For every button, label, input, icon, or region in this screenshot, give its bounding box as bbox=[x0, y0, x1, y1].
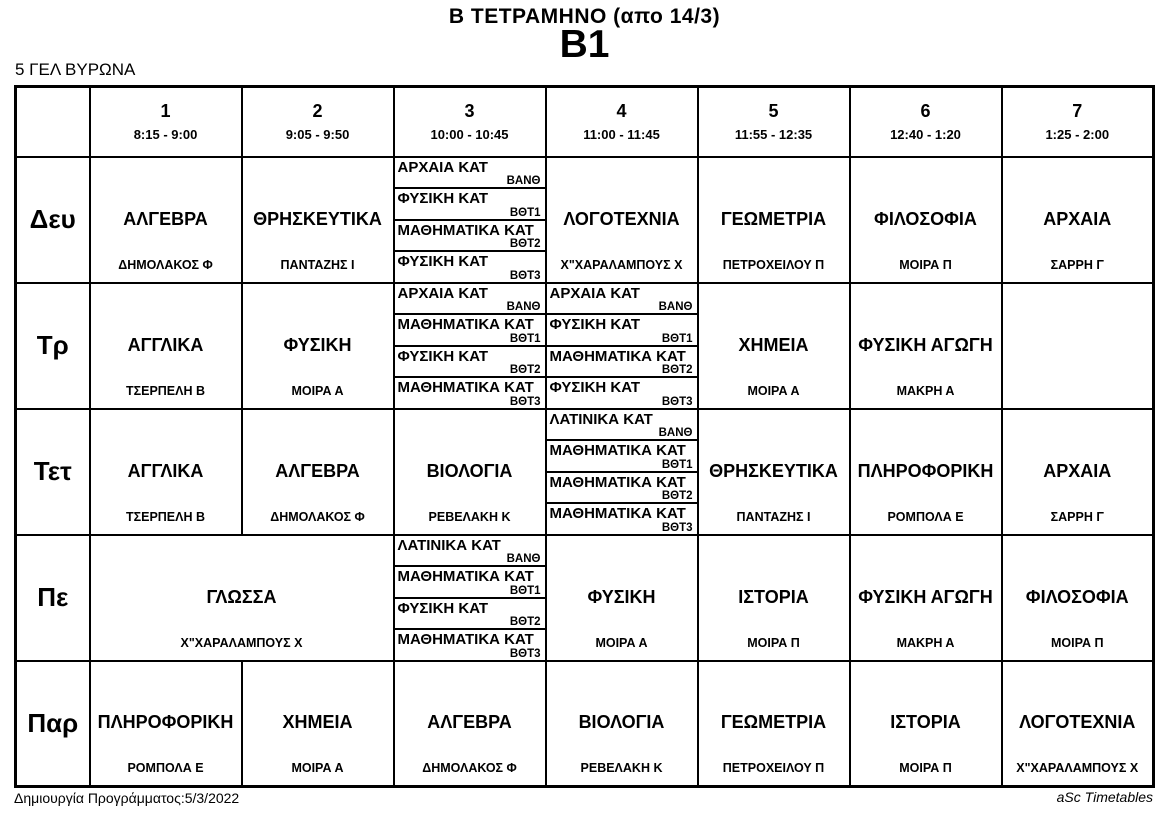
lesson-cell bbox=[546, 157, 698, 283]
period-time: 11:00 - 11:45 bbox=[583, 127, 660, 143]
split-group: ΒΘΤ3 bbox=[509, 395, 541, 408]
period-header bbox=[90, 87, 242, 157]
split-lessons bbox=[547, 410, 697, 534]
split-lesson bbox=[547, 410, 697, 442]
lesson-subject: ΠΛΗΡΟΦΟΡΙΚΗ bbox=[97, 712, 234, 733]
lesson-subject: ΑΛΓΕΒΡΑ bbox=[427, 712, 512, 733]
period-number: 1 bbox=[160, 101, 171, 122]
split-subject: ΜΑΘΗΜΑΤΙΚΑ ΚΑΤ bbox=[549, 473, 686, 491]
page-title: Β ΤΕΤΡΑΜΗΝΟ (απο 14/3) bbox=[448, 5, 721, 28]
lesson-cell bbox=[698, 535, 850, 661]
split-lesson bbox=[547, 378, 697, 408]
lesson-cell bbox=[698, 661, 850, 787]
lesson-cell bbox=[698, 283, 850, 409]
lesson-subject: ΦΥΣΙΚΗ bbox=[283, 334, 352, 355]
school-name: 5 ΓΕΛ ΒΥΡΩΝΑ bbox=[15, 60, 136, 79]
split-group: ΒΑΝΘ bbox=[658, 427, 693, 439]
lesson-teacher: ΠΑΝΤΑΖΗΣ Ι bbox=[280, 257, 355, 272]
lesson-subject: ΛΟΓΟΤΕΧΝΙΑ bbox=[563, 208, 680, 229]
split-subject: ΜΑΘΗΜΑΤΙΚΑ ΚΑΤ bbox=[397, 631, 534, 648]
day-label: Πε bbox=[16, 535, 90, 661]
lesson-subject: ΑΡΧΑΙΑ bbox=[1043, 460, 1112, 481]
lesson-subject: ΦΥΣΙΚΗ ΑΓΩΓΗ bbox=[858, 334, 993, 355]
lesson-teacher: ΠΑΝΤΑΖΗΣ Ι bbox=[736, 509, 811, 524]
split-lesson bbox=[395, 630, 545, 660]
split-subject: ΦΥΣΙΚΗ ΚΑΤ bbox=[397, 253, 488, 270]
split-group: ΒΘΤ2 bbox=[661, 490, 693, 502]
split-lesson bbox=[395, 221, 545, 253]
lesson-teacher: ΜΟΙΡΑ Π bbox=[747, 635, 800, 650]
lesson-teacher: ΣΑΡΡΗ Γ bbox=[1050, 509, 1104, 524]
split-lesson bbox=[547, 284, 697, 316]
split-lesson bbox=[547, 315, 697, 347]
lesson-subject: ΙΣΤΟΡΙΑ bbox=[890, 712, 961, 733]
lesson-subject: ΛΟΓΟΤΕΧΝΙΑ bbox=[1019, 712, 1136, 733]
lesson-cell bbox=[394, 661, 546, 787]
split-subject: ΜΑΘΗΜΑΤΙΚΑ ΚΑΤ bbox=[397, 316, 534, 333]
split-subject: ΦΥΣΙΚΗ ΚΑΤ bbox=[397, 599, 488, 617]
period-number: 5 bbox=[768, 101, 779, 122]
lesson-cell bbox=[90, 283, 242, 409]
lesson-teacher: ΔΗΜΟΛΑΚΟΣ Φ bbox=[270, 509, 365, 524]
lesson-teacher: ΜΑΚΡΗ Α bbox=[896, 635, 955, 650]
split-group: ΒΘΤ1 bbox=[661, 458, 693, 471]
period-header bbox=[394, 87, 546, 157]
lesson-teacher: ΡΟΜΠΟΛΑ Ε bbox=[127, 761, 204, 775]
period-header bbox=[242, 87, 394, 157]
lesson-subject: ΑΓΓΛΙΚΑ bbox=[127, 334, 204, 355]
day-row bbox=[16, 283, 1154, 409]
split-group: ΒΑΝΘ bbox=[506, 553, 541, 565]
split-lesson bbox=[547, 347, 697, 379]
split-group: ΒΑΝΘ bbox=[506, 301, 541, 313]
period-time: 9:05 - 9:50 bbox=[285, 127, 350, 143]
lesson-cell bbox=[698, 409, 850, 535]
lesson-teacher: ΠΕΤΡΟΧΕΙΛΟΥ Π bbox=[722, 761, 825, 775]
period-time: 1:25 - 2:00 bbox=[1045, 127, 1110, 143]
lesson-subject: ΓΕΩΜΕΤΡΙΑ bbox=[720, 712, 827, 733]
split-cell bbox=[546, 409, 698, 535]
day-label: Δευ bbox=[16, 157, 90, 283]
split-group: ΒΘΤ2 bbox=[661, 364, 693, 376]
period-header bbox=[698, 87, 850, 157]
split-lessons bbox=[395, 284, 545, 408]
lesson-cell bbox=[1002, 157, 1154, 283]
empty-cell bbox=[1002, 283, 1154, 409]
lesson-cell bbox=[850, 157, 1002, 283]
split-group: ΒΘΤ1 bbox=[509, 332, 541, 345]
lesson-subject: ΒΙΟΛΟΓΙΑ bbox=[578, 712, 665, 733]
class-title: Β1 bbox=[559, 23, 610, 66]
split-lessons bbox=[395, 536, 545, 660]
split-lesson bbox=[395, 189, 545, 221]
lesson-teacher: ΜΟΙΡΑ Α bbox=[747, 383, 800, 398]
lesson-teacher: ΜΟΙΡΑ Π bbox=[1050, 635, 1104, 650]
period-time: 12:40 - 1:20 bbox=[890, 127, 961, 143]
lesson-teacher: ΜΟΙΡΑ Α bbox=[595, 635, 648, 650]
lesson-cell bbox=[546, 535, 698, 661]
period-number: 6 bbox=[920, 101, 931, 122]
lesson-subject: ΑΛΓΕΒΡΑ bbox=[123, 208, 208, 229]
lesson-cell bbox=[242, 283, 394, 409]
split-subject: ΜΑΘΗΜΑΤΙΚΑ ΚΑΤ bbox=[397, 568, 534, 585]
period-number: 7 bbox=[1072, 101, 1083, 122]
lesson-teacher: ΡΟΜΠΟΛΑ Ε bbox=[887, 509, 964, 524]
lesson-subject: ΑΓΓΛΙΚΑ bbox=[127, 460, 204, 481]
lesson-subject: ΘΡΗΣΚΕΥΤΙΚΑ bbox=[253, 208, 382, 229]
lesson-teacher: ΔΗΜΟΛΑΚΟΣ Φ bbox=[118, 257, 213, 272]
day-row bbox=[16, 409, 1154, 535]
split-lesson bbox=[395, 536, 545, 568]
split-subject: ΑΡΧΑΙΑ ΚΑΤ bbox=[397, 158, 488, 176]
split-subject: ΜΑΘΗΜΑΤΙΚΑ ΚΑΤ bbox=[397, 221, 534, 239]
lesson-cell bbox=[242, 661, 394, 787]
split-group: ΒΘΤ1 bbox=[509, 584, 541, 597]
split-lesson bbox=[395, 158, 545, 190]
split-lesson bbox=[395, 284, 545, 316]
split-group: ΒΘΤ1 bbox=[509, 206, 541, 219]
lesson-teacher: ΡΕΒΕΛΑΚΗ Κ bbox=[580, 761, 663, 775]
split-lesson bbox=[547, 441, 697, 473]
split-subject: ΛΑΤΙΝΙΚΑ ΚΑΤ bbox=[549, 410, 653, 428]
split-lesson bbox=[395, 252, 545, 282]
lesson-cell bbox=[850, 535, 1002, 661]
lesson-cell bbox=[850, 283, 1002, 409]
corner-cell bbox=[16, 87, 90, 157]
period-number: 4 bbox=[616, 101, 627, 122]
split-group: ΒΘΤ1 bbox=[661, 332, 693, 345]
timetable bbox=[14, 85, 1155, 788]
lesson-teacher: Χ"ΧΑΡΑΛΑΜΠΟΥΣ Χ bbox=[1016, 761, 1139, 775]
period-time: 11:55 - 12:35 bbox=[734, 127, 813, 143]
split-lessons bbox=[395, 158, 545, 282]
lesson-teacher: ΜΟΙΡΑ Π bbox=[899, 761, 952, 775]
lesson-teacher: ΜΑΚΡΗ Α bbox=[896, 383, 955, 398]
lesson-subject: ΦΥΣΙΚΗ ΑΓΩΓΗ bbox=[858, 586, 993, 607]
lesson-subject: ΠΛΗΡΟΦΟΡΙΚΗ bbox=[857, 460, 994, 481]
split-lesson bbox=[395, 378, 545, 408]
split-group: ΒΘΤ3 bbox=[509, 269, 541, 282]
lesson-subject: ΦΙΛΟΣΟΦΙΑ bbox=[1025, 586, 1129, 607]
lesson-subject: ΦΙΛΟΣΟΦΙΑ bbox=[874, 208, 977, 229]
day-label: Τρ bbox=[16, 283, 90, 409]
day-row bbox=[16, 661, 1154, 787]
period-number: 2 bbox=[312, 101, 323, 122]
split-subject: ΦΥΣΙΚΗ ΚΑΤ bbox=[549, 316, 640, 333]
split-cell bbox=[394, 283, 546, 409]
lesson-cell bbox=[242, 409, 394, 535]
lesson-teacher: ΜΟΙΡΑ Π bbox=[899, 257, 952, 272]
lesson-subject: ΑΛΓΕΒΡΑ bbox=[275, 460, 360, 481]
period-header bbox=[850, 87, 1002, 157]
split-group: ΒΘΤ3 bbox=[661, 521, 693, 534]
lesson-cell bbox=[546, 661, 698, 787]
lesson-subject: ΧΗΜΕΙΑ bbox=[738, 334, 809, 355]
split-lesson bbox=[547, 473, 697, 505]
lesson-subject: ΓΛΩΣΣΑ bbox=[206, 586, 277, 607]
lesson-cell bbox=[90, 535, 394, 661]
lesson-cell bbox=[90, 661, 242, 787]
day-label: Τετ bbox=[16, 409, 90, 535]
lesson-teacher: ΔΗΜΟΛΑΚΟΣ Φ bbox=[422, 761, 517, 775]
lesson-teacher: ΠΕΤΡΟΧΕΙΛΟΥ Π bbox=[722, 257, 825, 272]
split-subject: ΜΑΘΗΜΑΤΙΚΑ ΚΑΤ bbox=[397, 379, 534, 396]
split-subject: ΦΥΣΙΚΗ ΚΑΤ bbox=[397, 190, 488, 207]
lesson-subject: ΒΙΟΛΟΓΙΑ bbox=[426, 460, 513, 481]
lesson-cell bbox=[90, 157, 242, 283]
day-label: Παρ bbox=[16, 661, 90, 787]
split-cell bbox=[546, 283, 698, 409]
lesson-cell bbox=[394, 409, 546, 535]
split-lesson bbox=[395, 315, 545, 347]
lesson-subject: ΦΥΣΙΚΗ bbox=[587, 586, 656, 607]
lesson-subject: ΘΡΗΣΚΕΥΤΙΚΑ bbox=[709, 460, 838, 481]
lesson-cell bbox=[1002, 409, 1154, 535]
split-subject: ΜΑΘΗΜΑΤΙΚΑ ΚΑΤ bbox=[549, 347, 686, 365]
footer-created-label: Δημιουργία Προγράμματος:5/3/2022 bbox=[14, 790, 240, 806]
lesson-teacher: ΜΟΙΡΑ Α bbox=[291, 383, 344, 398]
split-group: ΒΘΤ3 bbox=[661, 395, 693, 408]
split-lessons bbox=[547, 284, 697, 408]
lesson-cell bbox=[1002, 535, 1154, 661]
lesson-cell bbox=[1002, 661, 1154, 787]
split-group: ΒΑΝΘ bbox=[506, 175, 541, 187]
split-subject: ΛΑΤΙΝΙΚΑ ΚΑΤ bbox=[397, 536, 501, 554]
lesson-teacher: ΡΕΒΕΛΑΚΗ Κ bbox=[428, 509, 511, 524]
period-header bbox=[546, 87, 698, 157]
lesson-cell bbox=[698, 157, 850, 283]
lesson-teacher: ΤΣΕΡΠΕΛΗ Β bbox=[125, 383, 206, 398]
lesson-subject: ΑΡΧΑΙΑ bbox=[1043, 208, 1112, 229]
split-subject: ΜΑΘΗΜΑΤΙΚΑ ΚΑΤ bbox=[549, 442, 686, 459]
split-lesson bbox=[395, 599, 545, 631]
split-subject: ΑΡΧΑΙΑ ΚΑΤ bbox=[397, 284, 488, 302]
split-subject: ΦΥΣΙΚΗ ΚΑΤ bbox=[397, 347, 488, 365]
lesson-subject: ΧΗΜΕΙΑ bbox=[282, 712, 353, 733]
lesson-cell bbox=[90, 409, 242, 535]
period-time: 10:00 - 10:45 bbox=[430, 127, 509, 143]
lesson-teacher: Χ"ΧΑΡΑΛΑΜΠΟΥΣ Χ bbox=[560, 257, 683, 272]
lesson-cell bbox=[850, 409, 1002, 535]
period-time: 8:15 - 9:00 bbox=[133, 127, 198, 143]
lesson-cell bbox=[850, 661, 1002, 787]
split-group: ΒΘΤ2 bbox=[509, 238, 541, 250]
lesson-teacher: ΤΣΕΡΠΕΛΗ Β bbox=[125, 509, 206, 524]
split-group: ΒΘΤ2 bbox=[509, 616, 541, 628]
lesson-subject: ΓΕΩΜΕΤΡΙΑ bbox=[720, 208, 827, 229]
split-lesson bbox=[395, 567, 545, 599]
split-cell bbox=[394, 535, 546, 661]
split-subject: ΑΡΧΑΙΑ ΚΑΤ bbox=[549, 284, 640, 302]
period-number: 3 bbox=[464, 101, 475, 122]
split-cell bbox=[394, 157, 546, 283]
split-lesson bbox=[395, 347, 545, 379]
lesson-teacher: ΜΟΙΡΑ Α bbox=[291, 761, 344, 775]
split-group: ΒΘΤ2 bbox=[509, 364, 541, 376]
period-header bbox=[1002, 87, 1154, 157]
period-header-row bbox=[16, 87, 1154, 157]
split-group: ΒΘΤ3 bbox=[509, 647, 541, 660]
split-subject: ΜΑΘΗΜΑΤΙΚΑ ΚΑΤ bbox=[549, 505, 686, 522]
lesson-subject: ΙΣΤΟΡΙΑ bbox=[738, 586, 809, 607]
lesson-teacher: Χ"ΧΑΡΑΛΑΜΠΟΥΣ Χ bbox=[180, 635, 303, 650]
lesson-cell bbox=[242, 157, 394, 283]
day-row bbox=[16, 157, 1154, 283]
lesson-teacher: ΣΑΡΡΗ Γ bbox=[1050, 257, 1104, 272]
footer-brand-label: aSc Timetables bbox=[1056, 789, 1153, 805]
split-group: ΒΑΝΘ bbox=[658, 301, 693, 313]
split-subject: ΦΥΣΙΚΗ ΚΑΤ bbox=[549, 379, 640, 396]
split-lesson bbox=[547, 504, 697, 534]
day-row bbox=[16, 535, 1154, 661]
